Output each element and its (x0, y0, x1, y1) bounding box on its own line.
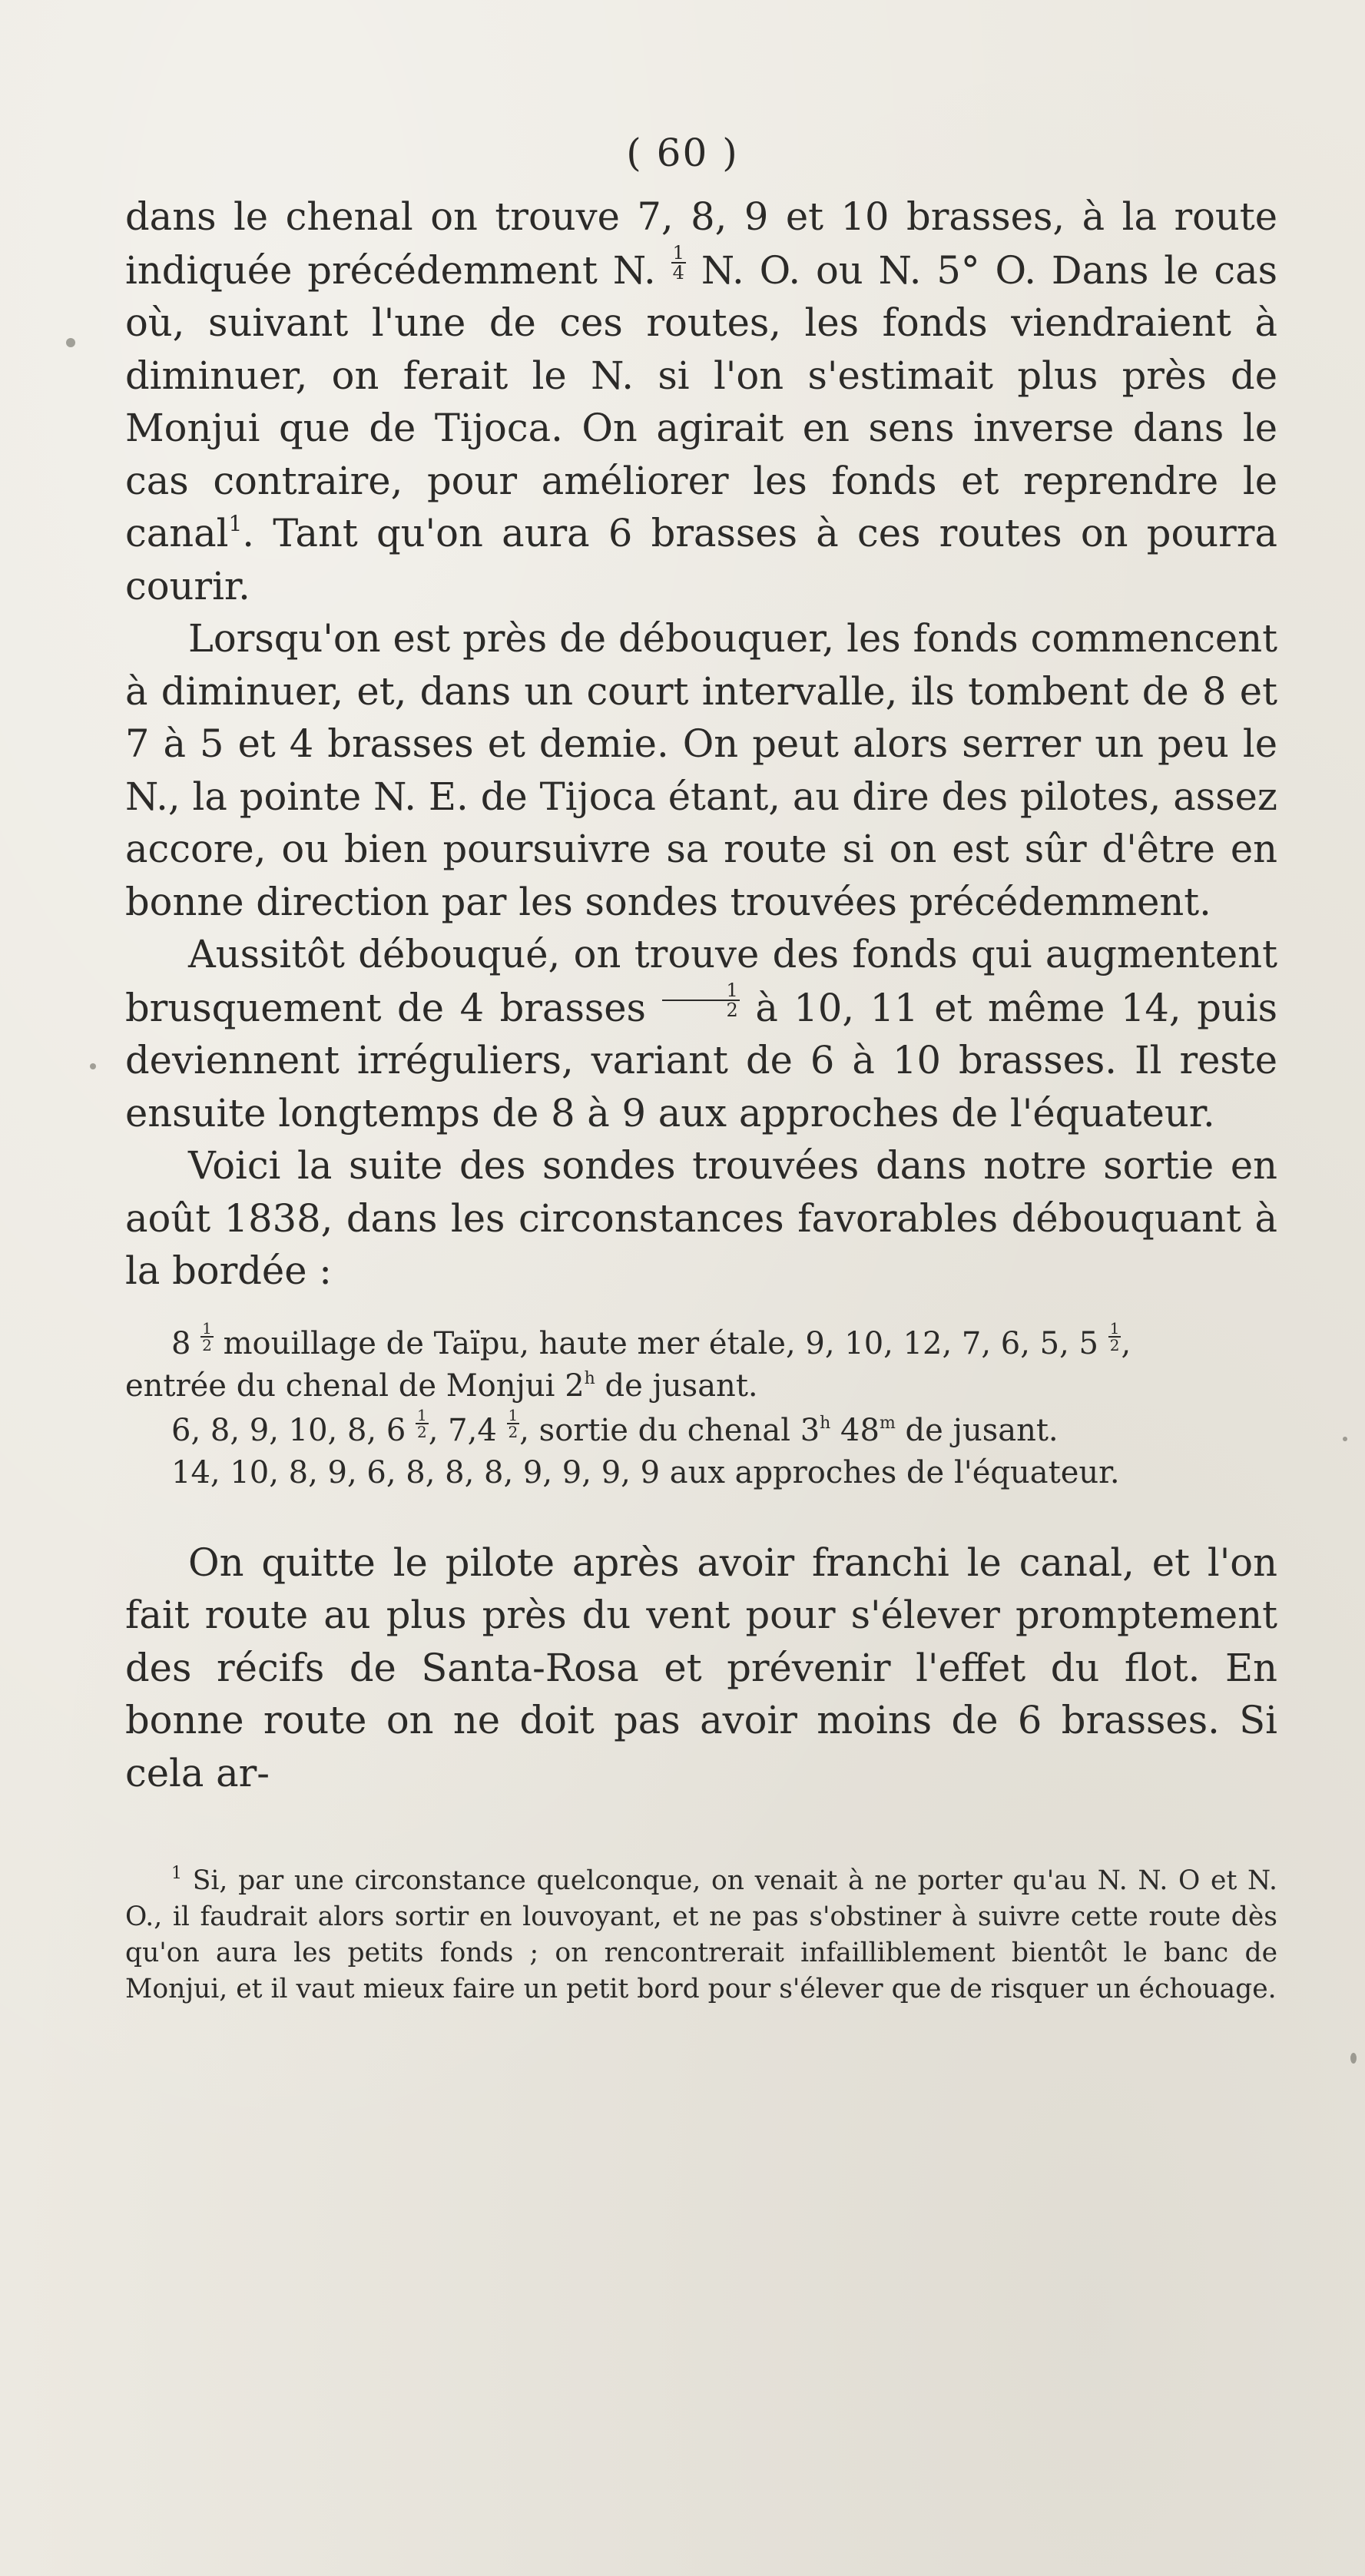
fraction-quarter: $\frac{1}{4}$ (672, 241, 684, 283)
main-text (125, 191, 1277, 1799)
fraction-half: $\frac{1}{2}$ (662, 981, 740, 1019)
fraction: $\frac{1}{2}$ (202, 1318, 212, 1354)
fraction: $\frac{1}{2}$ (1109, 1318, 1120, 1354)
ink-speck (1350, 2053, 1357, 2064)
soundings-line-4: 14, 10, 8, 9, 6, 8, 8, 8, 9, 9, 9, 9 aux approches de l'équateur. (171, 1454, 1120, 1490)
ink-speck (66, 338, 75, 347)
spacer (125, 1494, 1277, 1537)
soundings-line-2: entrée du chenal de Monjui 2$^h$ de jusant. (125, 1368, 758, 1404)
paragraph-1: dans le chenal on trouve 7, 8, 9 et 10 brasses, à la route indiquée précédemment N. $\frac{1}{4}$ N. O. ou N. 5° O. Dans le cas où, suivant l'une de ces routes, les fonds viendraient à diminuer, on ferait le N. si l'on s'estimait plus près de Monjui que de Tijoca. On agirait en sens inverse dans le cas contraire, pour améliorer les fonds et reprendre le canal$^1$. Tant qu'on aura 6 brasses à ces routes on pourra courir. (125, 194, 1277, 608)
footnote: $^1$ Si, par une circonstance quelconque, on venait à ne porter qu'au N. N. O et N. O., il faudrait alors sortir en louvoyant, et ne pas s'obstiner à suivre cette route dès qu'on aura les petits fonds ; on rencontrerait infailliblement bientôt le banc de Monjui, et il vaut mieux faire un petit bord pour s'élever que de risquer un échouage. (125, 1864, 1277, 2004)
ink-speck (1343, 1437, 1347, 1441)
footnote-block (125, 1863, 1277, 2007)
footnote-marker: 1 (171, 1864, 182, 1883)
paragraph-4: Voici la suite des sondes trouvées dans notre sortie en août 1838, dans les circonstances favorables débouquant à la bordée : (125, 1143, 1277, 1293)
ink-speck (90, 1063, 96, 1069)
paragraph-2: Lorsqu'on est près de débouquer, les fonds commencent à diminuer, et, dans un court intervalle, ils tombent de 8 et 7 à 5 et 4 brasses et demie. On peut alors serrer un peu le N., la pointe N. E. de Tijoca étant, au dire des pilotes, assez accore, ou bien poursuivre sa route si on est sûr d'être en bonne direction par les sondes trouvées précédemment. (125, 616, 1277, 924)
paragraph-3: Aussitôt débouqué, on trouve des fonds qui augmentent brusquement de 4 brasses $\frac{1}{2}$ à 10, 11 et même 14, puis deviennent irréguliers, variant de 6 à 10 brasses. Il reste ensuite longtemps de 8 à 9 aux approches de l'équateur. (125, 932, 1277, 1135)
page-number: ( 60 ) (626, 131, 739, 175)
fraction: $\frac{1}{2}$ (417, 1405, 427, 1441)
fraction: $\frac{1}{2}$ (508, 1405, 519, 1441)
soundings-line-1: 8 $\frac{1}{2}$ mouillage de Taïpu, haute mer étale, 9, 10, 12, 7, 6, 5, 5 $\frac{1}{2}$ , (171, 1318, 1131, 1361)
soundings-list (125, 1318, 1277, 1494)
footnote-ref: 1 (228, 511, 243, 536)
paragraph-5: On quitte le pilote après avoir franchi le canal, et l'on fait route au plus près du vent pour s'élever promptement des récifs de Santa-Rosa et prévenir l'effet du flot. En bonne route on ne doit pas avoir moins de 6 brasses. Si cela ar- (125, 1540, 1277, 1795)
soundings-line-3: 6, 8, 9, 10, 8, 6 $\frac{1}{2}$ , 7,4 $\frac{1}{2}$ , sortie du chenal 3$^h$ 48$^m$ de jusant. (171, 1405, 1059, 1448)
